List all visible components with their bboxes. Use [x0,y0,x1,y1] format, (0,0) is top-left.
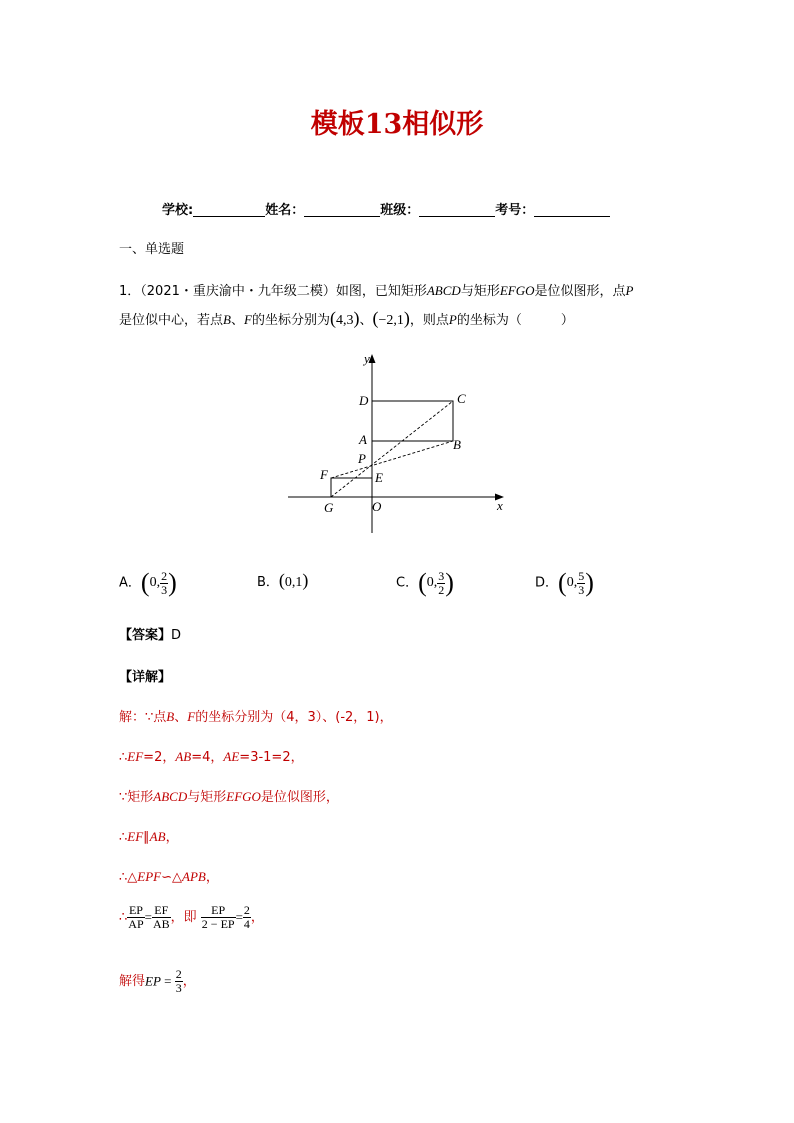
solution-var: EP [145,973,161,989]
solution-var: AE [223,749,240,764]
solution-var: F [187,709,196,724]
point-p: P [448,312,457,327]
label-o: O [372,499,382,514]
section-heading: 一、单选题 [119,242,185,257]
question-line-2: 是位似中心，若点B、F的坐标分别为(4,3)、(−2,1)，则点P的坐标为（ ） [119,308,574,328]
solution-text: ， [250,910,264,925]
option-a[interactable]: A．(0, $\frac{2}{3}$ ) [119,568,177,597]
frac-num: EP [201,904,236,918]
label-p: P [358,451,366,466]
rect-abcd: ABCD [426,283,461,298]
question-text: 与矩形 [460,284,500,299]
solution-text: ∴ [119,830,128,845]
dashed-line-gc [331,401,453,497]
answer-value: D [171,628,182,643]
solution-eq: = [160,973,175,989]
solution-eq: = [144,909,152,925]
solution-line-7 [119,968,196,995]
solution-var: APB [182,869,206,884]
point-p: P [625,283,634,298]
school-label: 学校: [162,203,194,218]
solution-text: ∴ [119,910,128,925]
solution-text: ∴ [119,750,128,765]
solution-var: EF [127,829,144,844]
solution-var: EF [127,749,144,764]
frac-den: 3 [175,981,182,995]
option-label: A． [119,575,141,591]
student-info-row [162,199,610,218]
solution-text: ∵矩形 [119,790,154,805]
solution-text: ，即 [170,910,197,925]
solution-text: 解：∵点 [119,710,167,725]
question-text: ，则点 [409,313,449,328]
name-label: 姓名： [265,203,305,218]
solution-line-6 [119,904,264,931]
detail-label: 【详解】 [119,670,172,685]
solution-text: ∽△ [161,870,182,885]
solution-text: 解得 [119,974,146,989]
rect-efgo: EFGO [499,283,535,298]
label-b: B [453,437,461,452]
class-label: 班级： [380,203,420,218]
question-text: 是位似图形，点 [534,284,626,299]
frac-den: 4 [243,917,250,931]
class-blank [419,202,495,217]
point-b: B [223,312,231,327]
question-text: 是位似中心，若点 [119,313,224,328]
solution-text: =4， [191,750,224,765]
answer-row [119,624,181,643]
frac-num: 3 [438,568,445,583]
solution-var: AB [149,829,166,844]
frac-den: 3 [578,582,585,597]
solution-text: ∥ [143,830,150,845]
option-label: D． [535,575,559,591]
solution-text: 与矩形 [187,790,227,805]
exam-no-blank [534,202,610,217]
option-prefix: 0, [566,575,578,590]
dashed-line-fb [331,441,453,478]
solution-text: ∴△ [119,870,138,885]
label-x: x [497,498,503,513]
solution-var: EFGO [226,789,261,804]
option-prefix: 0, [426,575,438,590]
option-label: B． [257,575,279,590]
option-label: C． [396,575,419,591]
option-prefix: 0, [149,575,161,590]
name-blank [304,202,380,217]
solution-eq: = [235,909,243,925]
frac-num: 2 [243,903,250,917]
solution-line-1 [119,706,393,725]
solution-line-3 [119,786,339,805]
frac-num: EP [128,903,143,917]
option-c[interactable]: C．(0, $\frac{3}{2}$ ) [396,568,454,597]
solution-var: AB [175,749,192,764]
question-line-1 [119,280,633,299]
option-b[interactable]: B．(0,1) [257,570,309,590]
solution-text: 的坐标分别为（4，3）、(-2，1)， [195,710,393,725]
question-text: 的坐标分别为 [251,313,330,328]
frac-den: 2 [438,582,445,597]
label-a: A [359,432,367,447]
frac-den: 2 − EP [201,917,235,931]
exam-no-label: 考号： [495,203,535,218]
coord-b: 4,3 [335,313,354,328]
question-text: 、 [359,313,373,328]
solution-text: ， [205,870,219,885]
label-g: G [324,500,334,515]
rect-abcd-shape [372,401,453,441]
school-blank [193,202,265,217]
coord-f: −2,1 [378,313,404,328]
frac-num: 2 [161,568,168,583]
coordinate-figure [280,345,510,540]
label-y: y [364,351,370,366]
solution-text: 是位似图形， [260,790,339,805]
question-text: 、 [230,313,244,328]
solution-line-5 [119,866,219,885]
solution-var: B [166,709,175,724]
solution-line-4 [119,826,179,845]
solution-text: =3-1=2， [239,750,304,765]
label-c: C [457,391,466,406]
solution-text: =2， [143,750,176,765]
option-d[interactable]: D．(0, $\frac{5}{3}$ ) [535,568,594,597]
frac-num: EF [152,904,171,918]
question-text: 1．（2021・重庆渝中・九年级二模）如图，已知矩形 [119,284,427,299]
solution-text: 、 [174,710,188,725]
answer-label: 【答案】 [119,628,172,643]
frac-den: AB [152,917,170,931]
page-title: 模板13相似形 [310,109,484,140]
solution-text: ， [182,974,196,989]
solution-var: EPF [137,869,162,884]
frac-num: 5 [578,568,585,583]
frac-den: 3 [161,582,168,597]
label-f: F [320,467,328,482]
solution-var: ABCD [153,789,188,804]
option-value: 0,1 [284,575,303,590]
label-d: D [359,393,369,408]
question-text: 的坐标为（ ） [456,313,574,328]
point-f: F [243,312,252,327]
frac-num: 2 [175,967,182,981]
frac-den: AP [128,917,144,931]
solution-text: ， [165,830,179,845]
solution-line-2 [119,746,304,765]
label-e: E [375,470,383,485]
